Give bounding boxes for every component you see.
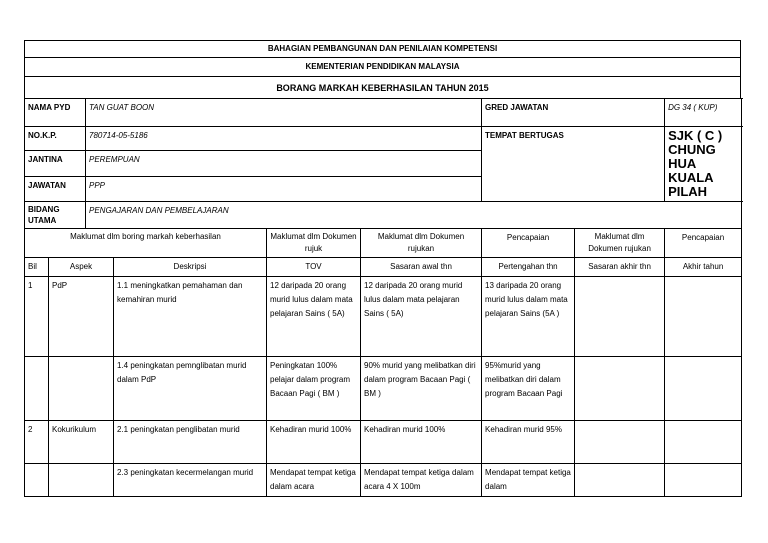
col-dok3: Maklumat dlm Dokumen rujukan (575, 229, 665, 258)
form-title: BORANG MARKAH KEBERHASILAN TAHUN 2015 (24, 76, 741, 99)
row-akhir (665, 464, 742, 497)
header-line1: BAHAGIAN PEMBANGUNAN DAN PENILAIAN KOMPETENSI (24, 40, 741, 58)
row-deskripsi: 2.3 peningkatan kecermelangan murid (114, 464, 267, 497)
row-aspek: Kokurikulum (49, 421, 114, 464)
row-bil (25, 357, 49, 421)
col-pencapaian2: Pencapaian (665, 229, 742, 258)
row-tov: Kehadiran murid 100% (267, 421, 361, 464)
col-sasaran-akhir: Sasaran akhir thn (575, 258, 665, 277)
label-gred: GRED JAWATAN (482, 99, 665, 127)
row-deskripsi: 1.4 peningkatan pemnglibatan murid dalam PdP (114, 357, 267, 421)
row-deskripsi: 1.1 meningkatkan pemahaman dan kemahiran murid (114, 277, 267, 357)
row-tov: Mendapat tempat ketiga dalam acara (267, 464, 361, 497)
row-sasaran-akhir (575, 464, 665, 497)
table-row (25, 357, 742, 421)
row-akhir (665, 421, 742, 464)
row-sasaran-akhir (575, 277, 665, 357)
col-aspek: Aspek (49, 258, 114, 277)
value-gred: DG 34 ( KUP) (665, 99, 742, 127)
row-bil (25, 464, 49, 497)
table-row (25, 421, 742, 464)
row-aspek: PdP (49, 277, 114, 357)
header-line2: KEMENTERIAN PENDIDIKAN MALAYSIA (24, 57, 741, 77)
row-akhir (665, 277, 742, 357)
row-tov: 12 daripada 20 orang murid lulus dalam mata pelajaran Sains ( 5A) (267, 277, 361, 357)
col-tov: TOV (267, 258, 361, 277)
value-nama: TAN GUAT BOON (86, 99, 482, 127)
row-pertengahan: 13 daripada 20 orang murid lulus dalam mata pelajaran Sains (5A ) (482, 277, 575, 357)
col-sasaran-awal: Sasaran awal thn (361, 258, 482, 277)
form-table (24, 98, 742, 497)
col-dok2: Maklumat dlm Dokumen rujukan (361, 229, 482, 258)
label-tempat: TEMPAT BERTUGAS (482, 127, 665, 202)
value-bidang: PENGAJARAN DAN PEMBELAJARAN (86, 202, 742, 229)
table-row (25, 464, 742, 497)
col-dok1: Maklumat dlm Dokumen rujuk (267, 229, 361, 258)
row-akhir (665, 357, 742, 421)
row-sasaran-awal: Mendapat tempat ketiga dalam acara 4 X 100m (361, 464, 482, 497)
row-aspek (49, 464, 114, 497)
col-deskripsi: Deskripsi (114, 258, 267, 277)
value-tempat: SJK ( C ) CHUNG HUA KUALA PILAH (665, 127, 742, 202)
table-row (25, 277, 742, 357)
value-nokp: 780714-05-5186 (86, 127, 482, 151)
row-pertengahan: 95%murid yang melibatkan diri dalam program Bacaan Pagi (482, 357, 575, 421)
col-pencapaian1: Pencapaian (482, 229, 575, 258)
row-sasaran-akhir (575, 421, 665, 464)
row-pertengahan: Mendapat tempat ketiga dalam (482, 464, 575, 497)
label-nokp: NO.K.P. (25, 127, 86, 151)
col-bil: Bil (25, 258, 49, 277)
row-tov: Peningkatan 100% pelajar dalam program Bacaan Pagi ( BM ) (267, 357, 361, 421)
col-pertengahan: Pertengahan thn (482, 258, 575, 277)
value-jawatan: PPP (86, 176, 482, 201)
label-jawatan: JAWATAN (25, 176, 86, 201)
row-pertengahan: Kehadiran murid 95% (482, 421, 575, 464)
row-sasaran-awal: Kehadiran murid 100% (361, 421, 482, 464)
label-nama: NAMA PYD (25, 99, 86, 127)
value-jantina: PEREMPUAN (86, 150, 482, 176)
row-bil: 2 (25, 421, 49, 464)
row-sasaran-awal: 90% murid yang melibatkan diri dalam program Bacaan Pagi ( BM ) (361, 357, 482, 421)
row-sasaran-awal: 12 daripada 20 orang murid lulus dalam mata pelajaran Sains ( 5A) (361, 277, 482, 357)
label-bidang: BIDANG UTAMA (25, 202, 86, 229)
col-group-maklumat: Maklumat dlm boring markah keberhasilan (25, 229, 267, 258)
row-aspek (49, 357, 114, 421)
row-sasaran-akhir (575, 357, 665, 421)
col-akhir: Akhir tahun (665, 258, 742, 277)
row-bil: 1 (25, 277, 49, 357)
row-deskripsi: 2.1 peningkatan penglibatan murid (114, 421, 267, 464)
label-jantina: JANTINA (25, 150, 86, 176)
